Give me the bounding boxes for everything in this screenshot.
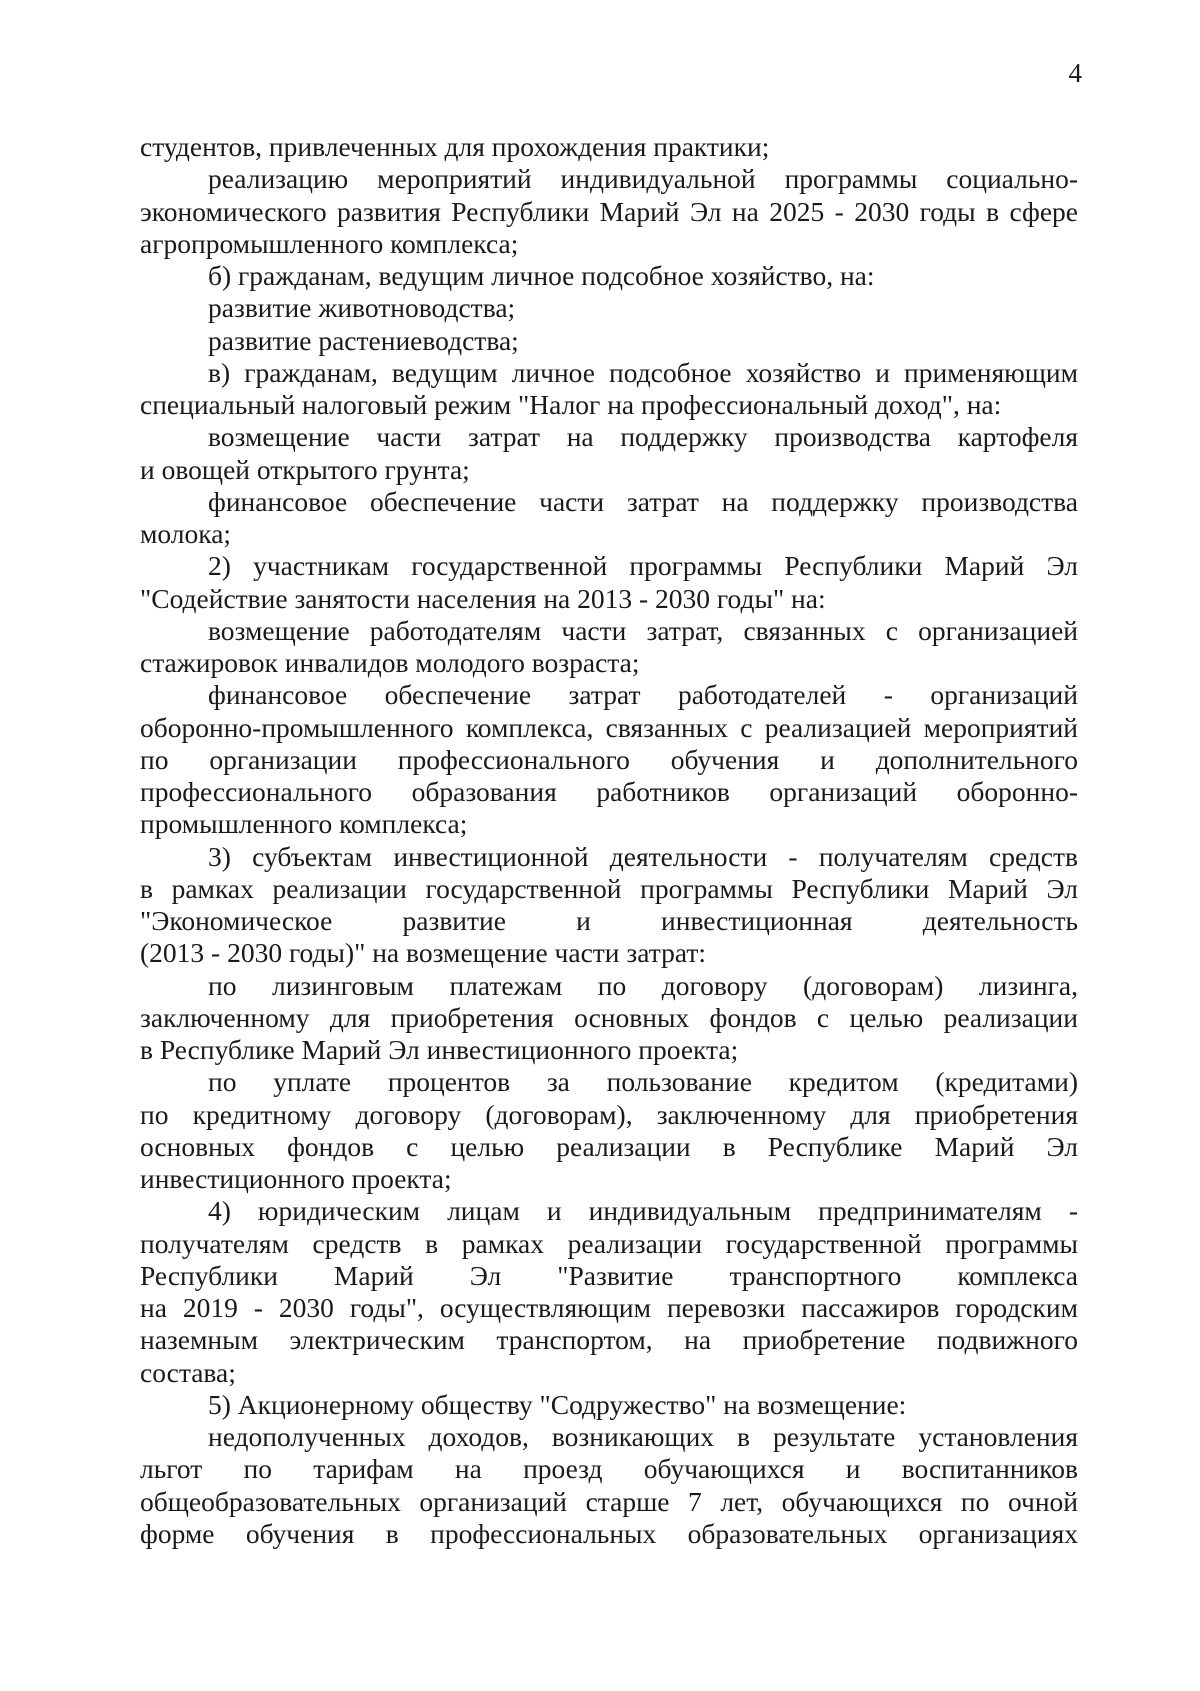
- text-line: по организации профессионального обучения и дополнительного: [140, 743, 1078, 775]
- text-line: форме обучения в профессиональных образовательных организациях: [140, 1517, 1078, 1549]
- text-line: 5) Акционерному обществу "Содружество" на возмещение:: [208, 1388, 907, 1420]
- text-line: стажировок инвалидов молодого возраста;: [140, 647, 640, 678]
- text-line: (2013 - 2030 годы)" на возмещение части затрат:: [140, 937, 707, 969]
- text-line: в рамках реализации государственной программы Республики Марий Эл: [140, 872, 1078, 904]
- text-line: по уплате процентов за пользование кредитом (кредитами): [208, 1066, 1078, 1098]
- text-line: развитие растениеводства;: [208, 324, 519, 356]
- document-body: [140, 131, 1078, 1550]
- text-line: возмещение части затрат на поддержку производства картофеля: [208, 421, 1078, 453]
- text-line: промышленного комплекса;: [140, 808, 468, 840]
- text-line: профессионального образования работников организаций оборонно-: [140, 776, 1078, 807]
- text-line: заключенному для приобретения основных фондов с целью реализации: [140, 1001, 1078, 1033]
- text-line: состава;: [140, 1356, 236, 1388]
- text-line: б) гражданам, ведущим личное подсобное хозяйство, на:: [208, 260, 875, 291]
- text-line: молока;: [140, 518, 232, 549]
- text-line: наземным электрическим транспортом, на приобретение подвижного: [140, 1324, 1078, 1356]
- text-line: реализацию мероприятий индивидуальной программы социально-: [208, 163, 1078, 195]
- text-line: по кредитному договору (договорам), заключенному для приобретения: [140, 1098, 1078, 1130]
- text-line: "Содействие занятости населения на 2013 - 2030 годы" на:: [140, 582, 826, 614]
- text-line: финансовое обеспечение части затрат на поддержку производства: [208, 485, 1078, 517]
- text-line: в) гражданам, ведущим личное подсобное хозяйство и применяющим: [208, 356, 1078, 388]
- text-line: общеобразовательных организаций старше 7 лет, обучающихся по очной: [140, 1485, 1078, 1517]
- text-line: специальный налоговый режим "Налог на профессиональный доход", на:: [140, 389, 1002, 420]
- text-line: недополученных доходов, возникающих в результате установления: [208, 1421, 1078, 1452]
- text-line: 3) субъектам инвестиционной деятельности - получателям средств: [208, 840, 1078, 872]
- text-line: льгот по тарифам на проезд обучающихся и воспитанников: [140, 1453, 1078, 1485]
- text-line: основных фондов с целью реализации в Республике Марий Эл: [140, 1130, 1078, 1162]
- text-line: Республики Марий Эл "Развитие транспортного комплекса: [140, 1259, 1078, 1291]
- text-line: и овощей открытого грунта;: [140, 453, 470, 485]
- text-line: по лизинговым платежам по договору (договорам) лизинга,: [208, 969, 1078, 1001]
- text-line: экономического развития Республики Марий Эл на 2025 - 2030 годы в сфере: [140, 195, 1078, 227]
- text-line: "Экономическое развитие и инвестиционная деятельность: [140, 905, 1078, 936]
- text-line: возмещение работодателям части затрат, связанных с организацией: [208, 614, 1078, 646]
- text-line: 4) юридическим лицам и индивидуальным предпринимателям -: [208, 1195, 1078, 1227]
- text-line: в Республике Марий Эл инвестиционного проекта;: [140, 1034, 739, 1065]
- text-line: агропромышленного комплекса;: [140, 227, 519, 259]
- text-line: развитие животноводства;: [208, 292, 516, 324]
- text-line: 2) участникам государственной программы Республики Марий Эл: [208, 550, 1078, 582]
- text-line: получателям средств в рамках реализации государственной программы: [140, 1227, 1078, 1259]
- text-line: инвестиционного проекта;: [140, 1163, 452, 1194]
- text-line: финансовое обеспечение затрат работодателей - организаций: [208, 679, 1078, 711]
- text-line: студентов, привлеченных для прохождения практики;: [140, 131, 770, 162]
- page-number: 4: [1068, 58, 1082, 88]
- text-line: оборонно-промышленного комплекса, связанных с реализацией мероприятий: [140, 711, 1078, 743]
- text-line: на 2019 - 2030 годы", осуществляющим перевозки пассажиров городским: [140, 1292, 1078, 1323]
